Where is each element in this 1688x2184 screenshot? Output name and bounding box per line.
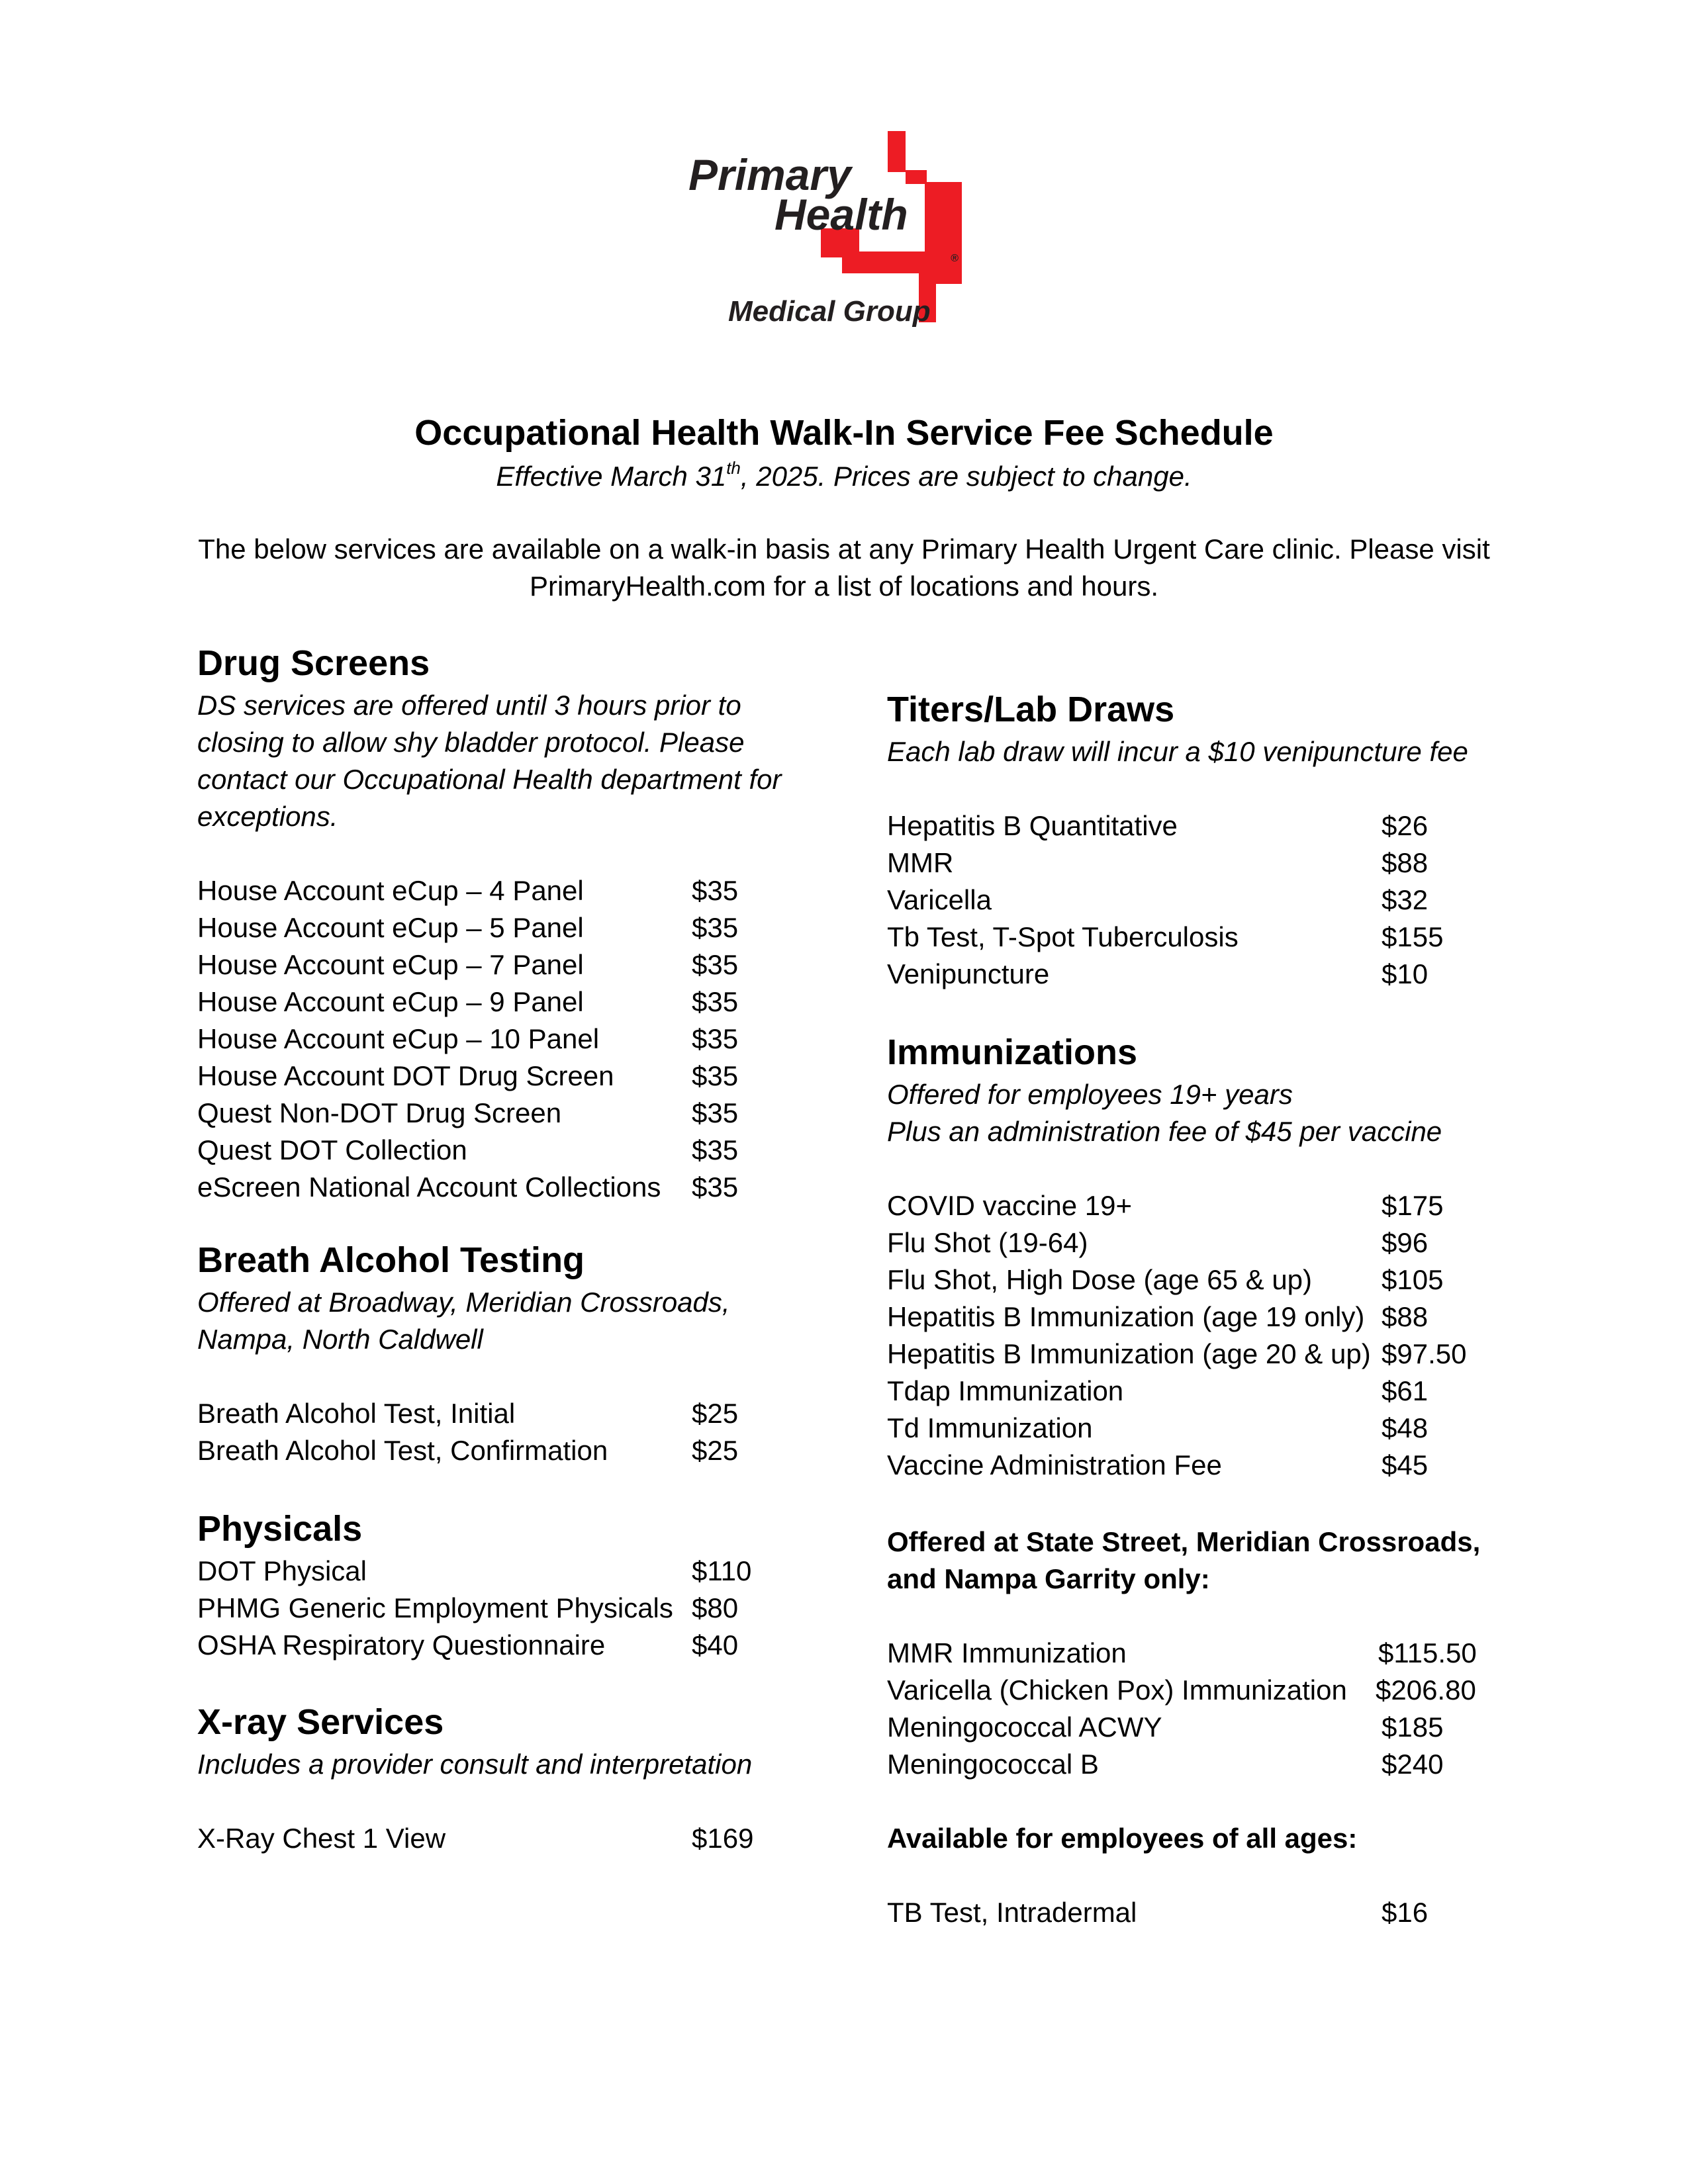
service-name: Hepatitis B Quantitative [887,810,1178,841]
service-price: $45 [1382,1449,1429,1480]
fee-row [887,1187,1496,1224]
fee-row [887,1635,1496,1672]
fee-row [887,807,1496,844]
fee-row [197,1021,793,1058]
service-price: $115.50 [1378,1637,1477,1668]
physicals-heading: Physicals [197,1509,363,1549]
service-name: COVID vaccine 19+ [887,1190,1133,1221]
xray-list [197,1820,793,1857]
service-price: $35 [692,1060,739,1091]
service-name: TB Test, Intradermal [887,1897,1137,1928]
fee-row [197,909,793,946]
service-name: Tdap Immunization [887,1375,1124,1406]
service-price: $80 [692,1592,739,1623]
fee-row [197,1132,793,1169]
service-price: $16 [1382,1897,1429,1928]
service-price: $96 [1382,1227,1429,1258]
service-name: Hepatitis B Immunization (age 20 & up) [887,1338,1371,1369]
fee-row [197,1627,793,1664]
primary-health-logo [688,129,1000,334]
service-name: Breath Alcohol Test, Confirmation [197,1435,608,1466]
service-name: OSHA Respiratory Questionnaire [197,1629,606,1661]
service-price: $10 [1382,958,1429,989]
fee-row [887,1373,1496,1410]
service-price: $48 [1382,1412,1429,1443]
service-name: Varicella [887,884,992,915]
service-name: Td Immunization [887,1412,1093,1443]
fee-row [197,946,793,983]
service-price: $155 [1382,921,1444,952]
drug-screens-note [197,687,782,835]
effective-date-suffix: th [726,458,741,478]
titers-list [887,807,1496,993]
fee-row [887,1894,1496,1931]
note-line: contact our Occupational Health department for [197,764,782,795]
xray-heading: X-ray Services [197,1702,444,1742]
immunizations-heading: Immunizations [887,1032,1138,1072]
service-name: Breath Alcohol Test, Initial [197,1398,516,1429]
titers-heading: Titers/Lab Draws [887,690,1175,729]
fee-row [887,1709,1496,1746]
service-price: $35 [692,1171,739,1203]
service-name: Tb Test, T-Spot Tuberculosis [887,921,1239,952]
fee-row [887,1447,1496,1484]
fee-row [197,872,793,909]
service-name: Hepatitis B Immunization (age 19 only) [887,1301,1365,1332]
immunizations-note [887,1076,1442,1150]
service-name: eScreen National Account Collections [197,1171,661,1203]
fee-row [887,1298,1496,1336]
service-price: $110 [692,1555,752,1586]
service-price: $175 [1382,1190,1444,1221]
note-line: Offered for employees 19+ years [887,1079,1293,1110]
service-price: $240 [1382,1749,1444,1780]
service-name: MMR [887,847,954,878]
all-ages-heading: Available for employees of all ages: [887,1823,1358,1854]
service-price: $88 [1382,1301,1429,1332]
page-title: Occupational Health Walk-In Service Fee Schedule [414,413,1274,453]
physicals-list [197,1553,793,1664]
note-line: Each lab draw will incur a $10 venipuncture fee [887,736,1468,767]
fee-row [887,1746,1496,1783]
service-name: PHMG Generic Employment Physicals [197,1592,673,1623]
service-price: $206.80 [1376,1674,1476,1706]
service-price: $35 [692,875,739,906]
service-price: $35 [692,1023,739,1054]
service-price: $25 [692,1398,739,1429]
note-line: Nampa, North Caldwell [197,1324,483,1355]
effective-date-text: Effective March 31 [496,461,727,492]
service-name: Meningococcal B [887,1749,1099,1780]
effective-date-rest: , 2025. Prices are subject to change. [740,461,1192,492]
service-name: Flu Shot, High Dose (age 65 & up) [887,1264,1313,1295]
service-name: Varicella (Chicken Pox) Immunization [887,1674,1347,1706]
fee-row [197,1395,793,1432]
service-name: Meningococcal ACWY [887,1711,1162,1743]
logo-line-medical-group: Medical Group [728,295,931,328]
fee-row [887,1410,1496,1447]
fee-row [197,1169,793,1206]
note-line: DS services are offered until 3 hours prior to [197,690,741,721]
effective-date [0,458,1688,495]
service-price: $61 [1382,1375,1429,1406]
note-line: closing to allow shy bladder protocol. Please [197,727,745,758]
service-name: X-Ray Chest 1 View [197,1823,446,1854]
fee-row [887,919,1496,956]
breath-alcohol-note [197,1284,730,1358]
service-price: $97.50 [1382,1338,1467,1369]
service-price: $88 [1382,847,1429,878]
fee-row [197,1590,793,1627]
service-price: $35 [692,1097,739,1128]
service-price: $35 [692,1134,739,1165]
service-name: House Account eCup – 9 Panel [197,986,584,1017]
subheading-line: and Nampa Garrity only: [887,1563,1210,1594]
note-line: Includes a provider consult and interpretation [197,1749,753,1780]
note-line: Plus an administration fee of $45 per vaccine [887,1116,1442,1147]
immunizations-list [887,1187,1496,1484]
logo-line-health: Health [774,190,908,239]
fee-row [887,1261,1496,1298]
service-price: $40 [692,1629,739,1661]
service-price: $169 [692,1823,754,1854]
fee-row [887,956,1496,993]
fee-row [197,1095,793,1132]
service-name: House Account eCup – 10 Panel [197,1023,600,1054]
service-price: $35 [692,986,739,1017]
service-name: MMR Immunization [887,1637,1127,1668]
intro-line: The below services are available on a walk-in basis at any Primary Health Urgent Care clinic. Please visit [198,533,1490,565]
service-price: $35 [692,912,739,943]
fee-row [887,844,1496,882]
drug-screens-list [197,872,793,1206]
intro-text [185,531,1503,605]
service-name: House Account eCup – 4 Panel [197,875,584,906]
service-name: Quest DOT Collection [197,1134,467,1165]
service-price: $25 [692,1435,739,1466]
service-name: Quest Non-DOT Drug Screen [197,1097,562,1128]
service-name: Venipuncture [887,958,1050,989]
logo-line-primary: Primary [688,150,851,199]
all-ages-list [887,1894,1496,1931]
fee-row [197,983,793,1021]
service-name: House Account eCup – 5 Panel [197,912,584,943]
service-name: House Account eCup – 7 Panel [197,949,584,980]
fee-row [887,1336,1496,1373]
service-name: House Account DOT Drug Screen [197,1060,614,1091]
titers-note [887,733,1468,770]
note-line: Offered at Broadway, Meridian Crossroads, [197,1287,730,1318]
intro-line: PrimaryHealth.com for a list of locations and hours. [529,570,1159,602]
breath-alcohol-list [197,1395,793,1469]
note-line: exceptions. [197,801,338,832]
fee-row [887,1672,1496,1709]
registered-mark: ® [951,253,959,264]
state-street-list [887,1635,1496,1783]
service-price: $105 [1382,1264,1444,1295]
service-name: DOT Physical [197,1555,367,1586]
service-price: $35 [692,949,739,980]
fee-row [197,1553,793,1590]
state-street-heading [887,1524,1480,1598]
service-name: Flu Shot (19-64) [887,1227,1088,1258]
drug-screens-heading: Drug Screens [197,643,430,683]
breath-alcohol-heading: Breath Alcohol Testing [197,1240,585,1280]
fee-row [197,1058,793,1095]
fee-row [887,1224,1496,1261]
fee-row [197,1432,793,1469]
service-price: $32 [1382,884,1429,915]
subheading-line: Offered at State Street, Meridian Crossroads, [887,1526,1481,1557]
fee-row [887,882,1496,919]
fee-row [197,1820,793,1857]
service-price: $26 [1382,810,1429,841]
service-price: $185 [1382,1711,1444,1743]
service-name: Vaccine Administration Fee [887,1449,1222,1480]
xray-note [197,1746,752,1783]
